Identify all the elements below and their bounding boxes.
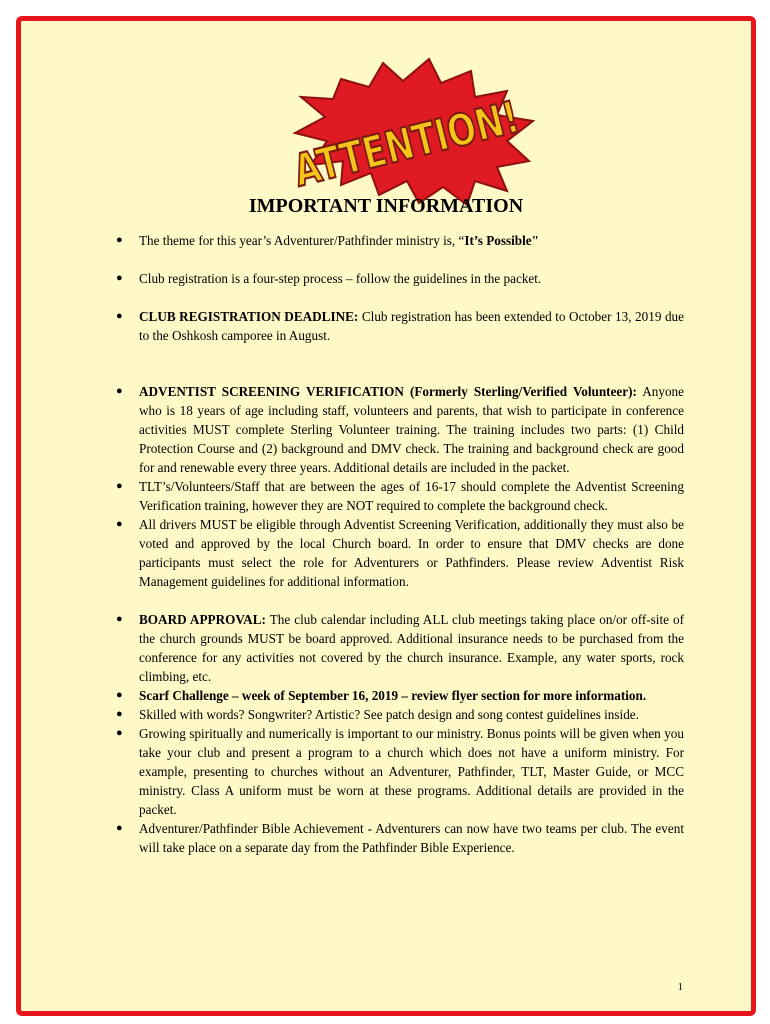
bullet-icon: ●	[116, 310, 123, 322]
bullet-icon: ●	[116, 518, 123, 530]
list-item	[116, 724, 684, 819]
attention-logo	[271, 57, 592, 207]
list-item	[116, 610, 684, 686]
item-label: Scarf Challenge – week of September 16, 2019 – review flyer section for more information.	[139, 688, 647, 703]
item-text: The theme for this year’s Adventurer/Pathfinder ministry is, “	[139, 233, 465, 248]
list-item	[116, 231, 684, 250]
item-bold-text: It’s Possible"	[464, 233, 539, 248]
bullet-icon: ●	[116, 385, 123, 397]
information-list	[116, 231, 684, 857]
list-item	[116, 307, 684, 345]
item-text: All drivers MUST be eligible through Adventist Screening Verification, additionally they must also be voted and approved by the local Church board. In order to ensure that DMV checks are done participants must select the role for Adventurers or Pathfinders. Please review Adventist Risk Management guidelines for additional information.	[139, 517, 684, 589]
list-item	[116, 477, 684, 515]
item-text: Club registration is a four-step process – follow the guidelines in the packet.	[139, 271, 542, 286]
item-text: The club calendar including ALL club meetings taking place on/or off-site of the church grounds MUST be board approved. Additional insurance needs to be purchased from the conference for any activities not covered by the church insurance. Example, any water sports, rock climbing, etc.	[139, 612, 684, 684]
bullet-icon: ●	[116, 613, 123, 625]
item-text: Anyone who is 18 years of age including staff, volunteers and parents, that wish to participate in conference activities MUST complete Sterling Volunteer training. The training includes two parts: (1) Child Protection Course and (2) background and DMV check. The training and background check are good for and renewable every three years. Additional details are included in the packet.	[139, 384, 684, 475]
logo-text: ATTENTION!	[288, 75, 592, 197]
item-text: Club registration has been extended to October 13, 2019 due to the Oshkosh camporee in August.	[139, 309, 684, 343]
item-label: BOARD APPROVAL:	[139, 612, 266, 627]
item-text: Skilled with words? Songwriter? Artistic? See patch design and song contest guidelines inside.	[139, 707, 639, 722]
bullet-icon: ●	[116, 727, 123, 739]
bullet-icon: ●	[116, 708, 123, 720]
item-label: CLUB REGISTRATION DEADLINE:	[139, 309, 359, 324]
list-item	[116, 819, 684, 857]
bullet-icon: ●	[116, 822, 123, 834]
item-label: ADVENTIST SCREENING VERIFICATION (Formerly Sterling/Verified Volunteer):	[139, 384, 637, 399]
bullet-icon: ●	[116, 272, 123, 284]
list-item	[116, 382, 684, 477]
page-number: 1	[677, 981, 683, 993]
item-text: TLT’s/Volunteers/Staff that are between the ages of 16-17 should complete the Adventist Screening Verification training, however they are NOT required to complete the background check.	[139, 479, 684, 513]
bullet-icon: ●	[116, 234, 123, 246]
list-item	[116, 686, 684, 705]
item-text: Growing spiritually and numerically is important to our ministry. Bonus points will be given when you take your club and present a program to a church which does not have a uniform ministry. For example, presenting to churches without an Adventurer, Pathfinder, TLT, Master Guide, or MCC ministry. Class A uniform must be worn at these programs. Additional details are provided in the packet.	[139, 726, 684, 817]
list-item	[116, 515, 684, 591]
page-title: IMPORTANT INFORMATION	[248, 195, 524, 217]
item-text: Adventurer/Pathfinder Bible Achievement - Adventurers can now have two teams per club. The event will take place on a separate day from the Pathfinder Bible Experience.	[139, 821, 684, 855]
list-item	[116, 705, 684, 724]
bullet-icon: ●	[116, 689, 123, 701]
document-page	[16, 16, 756, 1016]
list-item	[116, 269, 684, 288]
bullet-icon: ●	[116, 480, 123, 492]
